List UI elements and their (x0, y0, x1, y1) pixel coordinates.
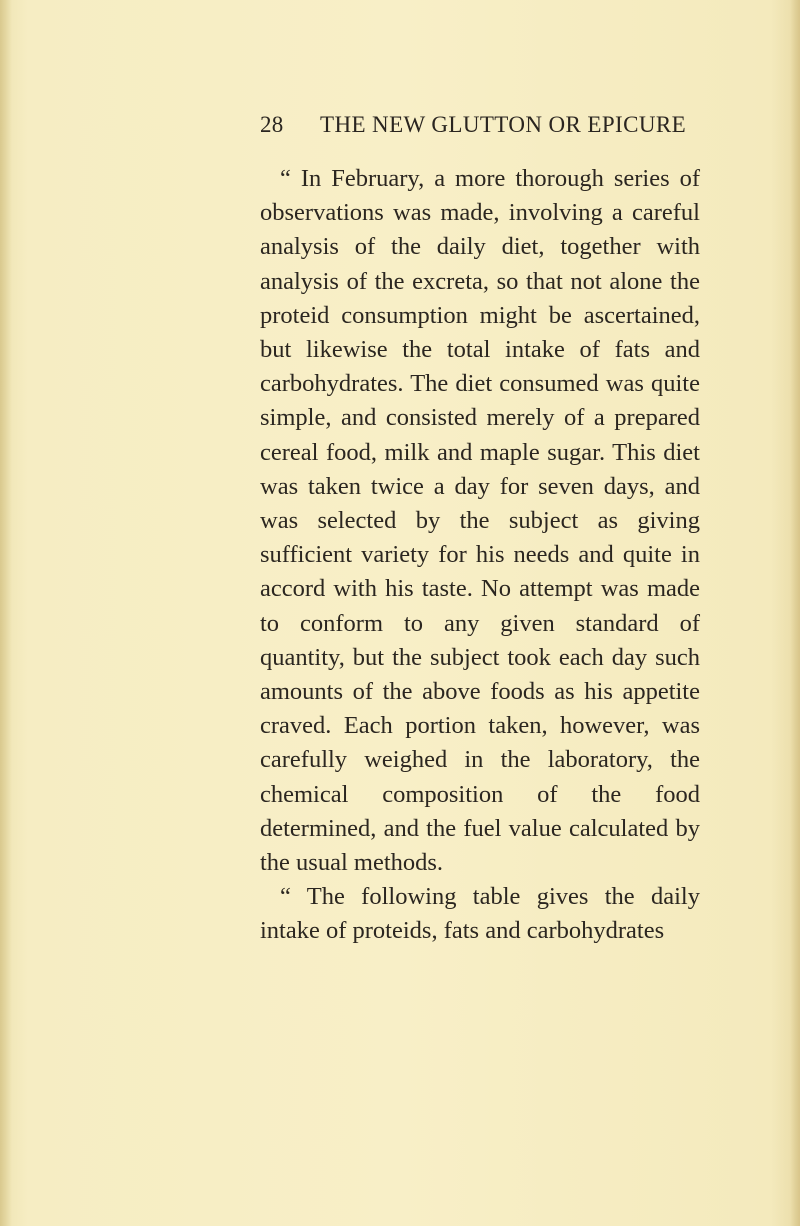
page-number: 28 (260, 112, 284, 137)
running-head (260, 112, 700, 138)
running-title: THE NEW GLUTTON OR EPICURE (320, 112, 687, 137)
body-text (260, 162, 700, 949)
paragraph-1: “ In February, a more thorough series of observations was made, involving a careful analysis of the daily diet, together with analysis of the excreta, so that not alone the proteid consumption might be ascertained, but likewise the total intake of fats and carbohydrates. The diet consumed was quite simple, and consisted merely of a prepared cereal food, milk and maple sugar. This diet was taken twice a day for seven days, and was selected by the subject as giving sufficient variety for his needs and quite in accord with his taste. No attempt was made to conform to any given standard of quantity, but the subject took each day such amounts of the above foods as his appetite craved. Each portion taken, however, was carefully weighed in the laboratory, the chemical composition of the food determined, and the fuel value calculated by the usual methods. (260, 165, 700, 877)
page-left-edge (0, 0, 12, 1226)
paragraph-2: “ The following table gives the daily intake of proteids, fats and carbohydrates (260, 883, 700, 945)
page-right-edge (790, 0, 800, 1226)
